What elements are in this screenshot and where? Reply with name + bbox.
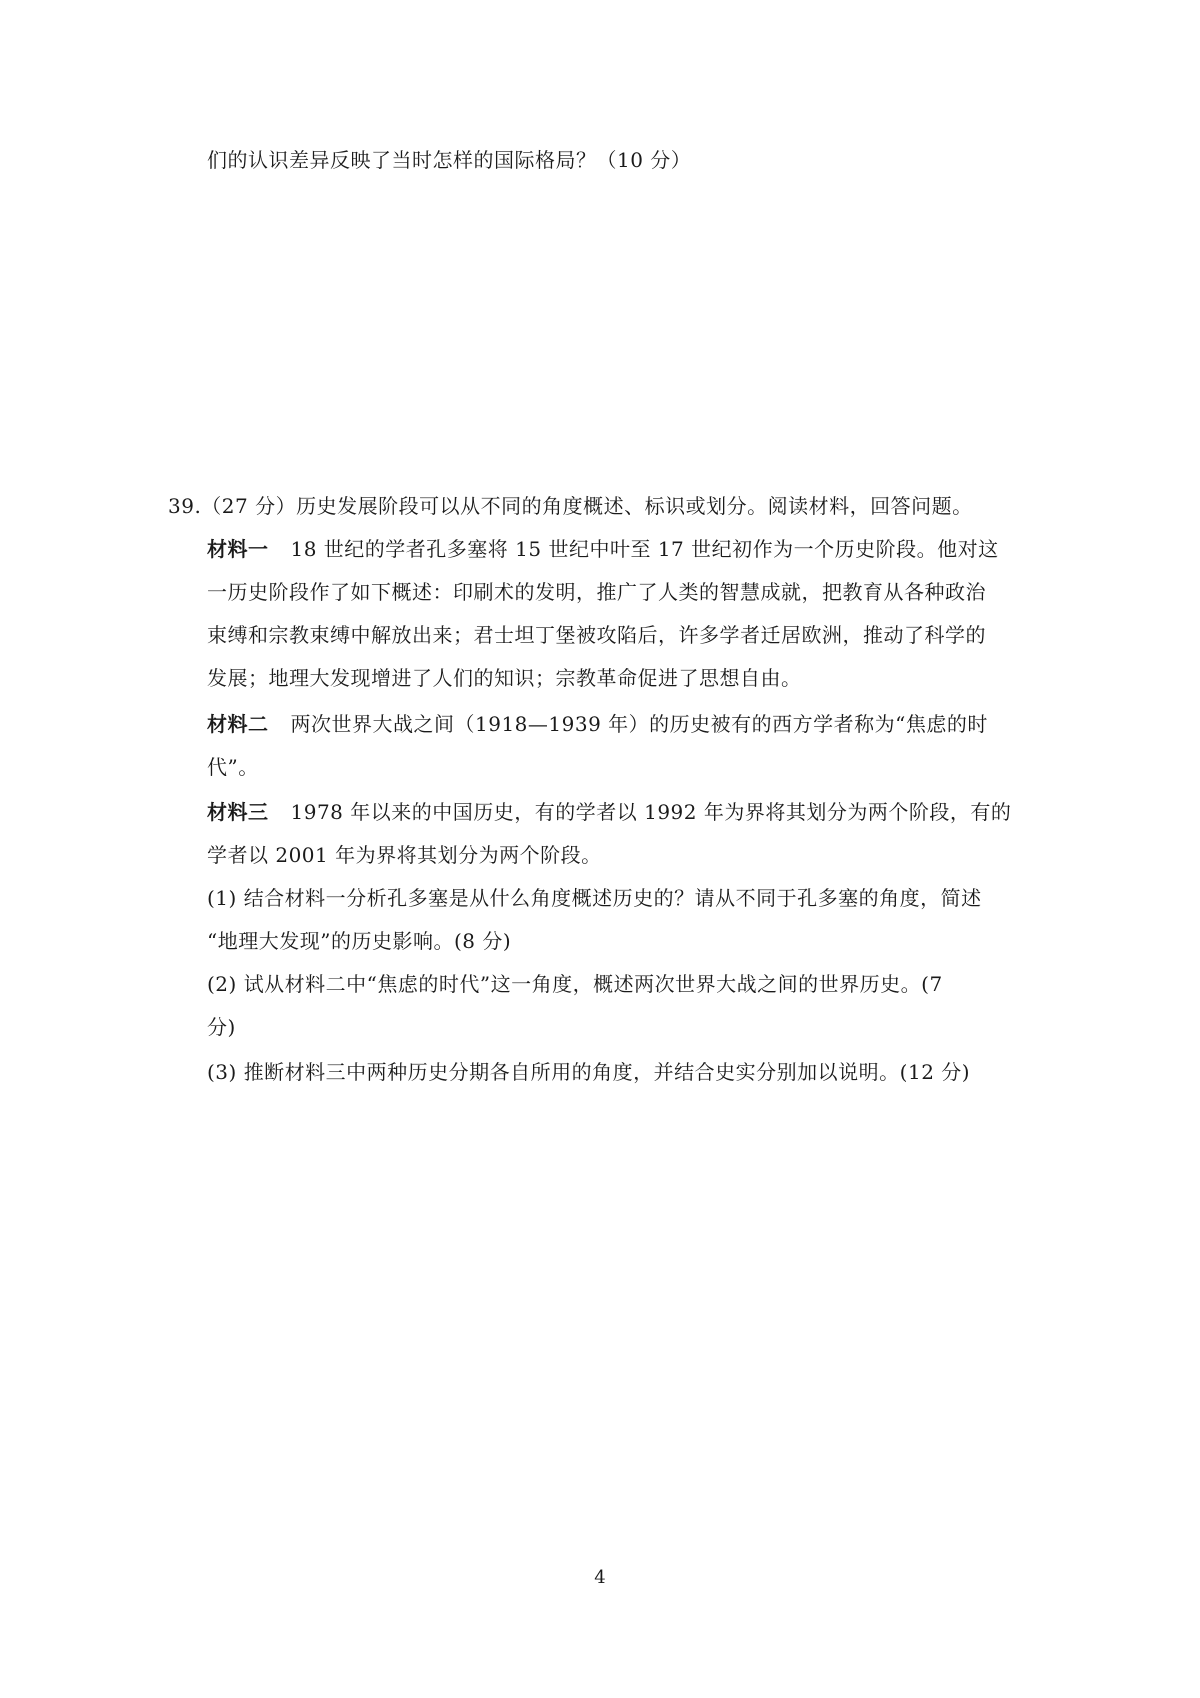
material-1-line: 一历史阶段作了如下概述：印刷术的发明，推广了人类的智慧成就，把教育从各种政治 (207, 580, 986, 604)
material-1-line: 束缚和宗教束缚中解放出来；君士坦丁堡被攻陷后，许多学者迁居欧洲，推动了科学的 (207, 623, 986, 647)
question-39-header: 39.（27 分）历史发展阶段可以从不同的角度概述、标识或划分。阅读材料，回答问题。 (168, 494, 973, 518)
subquestion-3-line: (3) 推断材料三中两种历史分期各自所用的角度，并结合史实分别加以说明。(12 分) (207, 1060, 971, 1084)
material-3-line: 学者以 2001 年为界将其划分为两个阶段。 (207, 843, 602, 867)
material-2-line: 代”。 (207, 755, 259, 779)
material-2-label: 材料二 (207, 712, 269, 736)
carryover-question-text: 们的认识差异反映了当时怎样的国际格局？（10 分） (207, 148, 692, 172)
material-1-first-line (207, 535, 999, 563)
subquestion-2-line: 分) (207, 1015, 236, 1039)
material-3-label: 材料三 (207, 800, 269, 824)
subquestion-1-line: (1) 结合材料一分析孔多塞是从什么角度概述历史的？请从不同于孔多塞的角度，简述 (207, 886, 982, 910)
material-1-label: 材料一 (207, 537, 269, 561)
material-2-first-line (207, 710, 988, 738)
material-1-line: 发展；地理大发现增进了人们的知识；宗教革命促进了思想自由。 (207, 666, 802, 690)
page-number: 4 (594, 1567, 606, 1588)
subquestion-1-line: “地理大发现”的历史影响。(8 分) (207, 929, 512, 953)
material-3-line: 1978 年以来的中国历史，有的学者以 1992 年为界将其划分为两个阶段，有的 (290, 800, 1012, 824)
material-3-first-line (207, 798, 1011, 826)
material-2-line: 两次世界大战之间（1918—1939 年）的历史被有的西方学者称为“焦虑的时 (290, 712, 988, 736)
subquestion-2-line: (2) 试从材料二中“焦虑的时代”这一角度，概述两次世界大战之间的世界历史。(7 (207, 972, 943, 996)
material-1-line: 18 世纪的学者孔多塞将 15 世纪中叶至 17 世纪初作为一个历史阶段。他对这 (290, 537, 999, 561)
